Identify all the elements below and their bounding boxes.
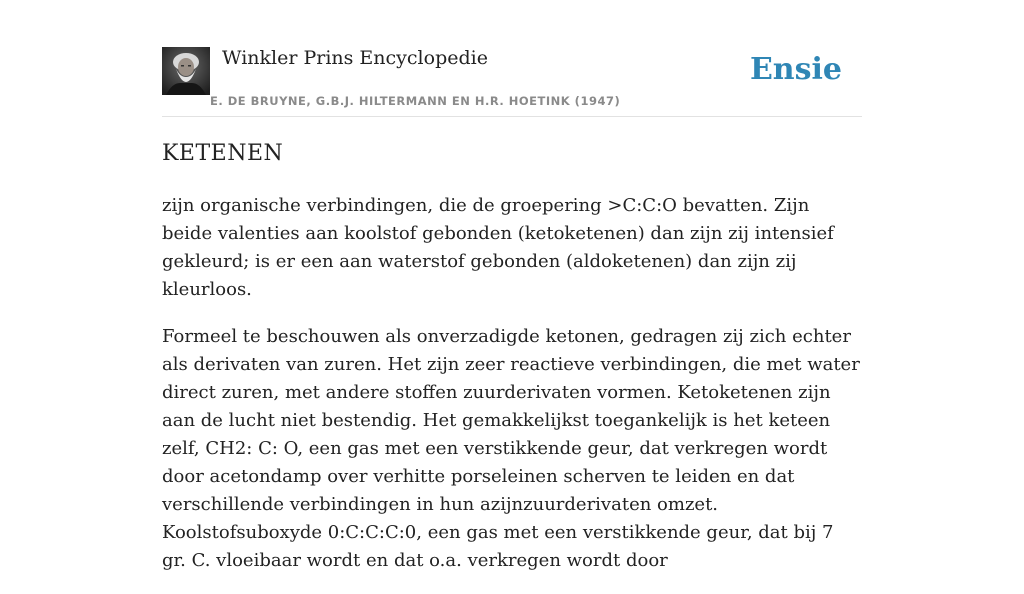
ensie-logo[interactable]: Ensie bbox=[749, 52, 842, 87]
article-title: KETENEN bbox=[162, 141, 284, 166]
article-paragraph: Formeel te beschouwen als onverzadigde ketonen, gedragen zij zich echter als derivaten van zuren. Het zijn zeer reactieve verbindingen, die met water direct zuren, met andere stoffen zuurderivaten vormen. Ketoketenen zijn aan de lucht niet bestendig. Het gemakkelijkst toegankelijk is het keteen zelf, CH2: C: O, een gas met een verstikkende geur, dat verkregen wordt door acetondamp over verhitte porseleinen scherven te leiden en dat verschillende verbindingen in hun azijnzuurderivaten omzet. Koolstofsuboxyde 0:C:C:C:0, een gas met een verstikkende geur, dat bij 7 gr. C. vloeibaar wordt en dat o.a. verkregen wordt door bbox=[162, 326, 860, 571]
article-body bbox=[162, 192, 862, 594]
source-authors: E. DE BRUYNE, G.B.J. HILTERMANN EN H.R. HOETINK (1947) bbox=[210, 94, 621, 108]
source-header bbox=[162, 46, 862, 117]
portrait-photo-icon bbox=[162, 47, 210, 95]
source-title[interactable]: Winkler Prins Encyclopedie bbox=[222, 47, 488, 69]
source-avatar[interactable] bbox=[162, 47, 210, 95]
article-paragraph: zijn organische verbindingen, die de groepering >C:C:O bevatten. Zijn beide valenties aan koolstof gebonden (ketoketenen) dan zijn zij intensief gekleurd; is er een aan waterstof gebonden (aldoketenen) dan zijn zij kleurloos. bbox=[162, 195, 834, 300]
